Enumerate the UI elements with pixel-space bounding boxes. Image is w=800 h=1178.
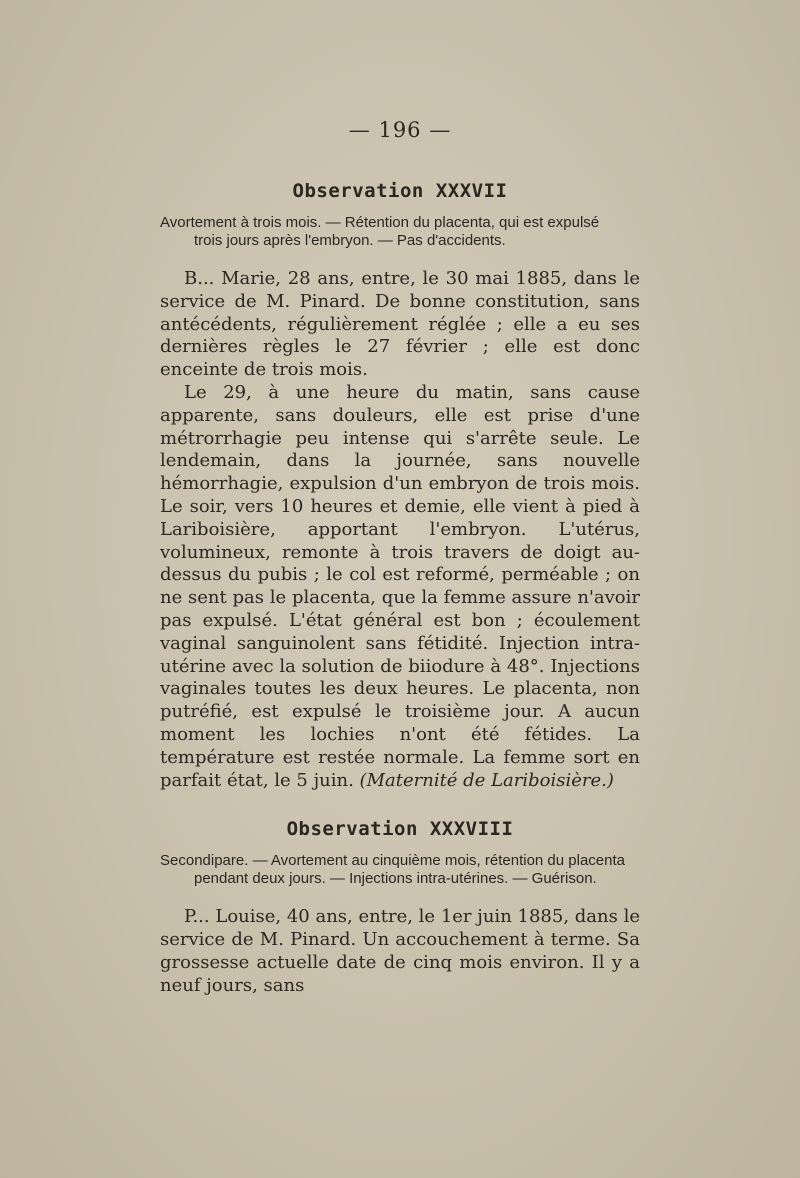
observation-title: Observation XXXVII (292, 180, 508, 202)
paragraph (160, 382, 640, 792)
page-content (160, 118, 640, 998)
summary-line: pendant deux jours. — Injections intra-utérines. — Guérison. (194, 870, 597, 888)
paragraph: B... Marie, 28 ans, entre, le 30 mai 1885, dans le service de M. Pinard. De bonne constitution, sans antécédents, régulièrement réglée ; elle a eu ses dernières règles le 27 février ; elle est donc enceinte de trois mois. (160, 268, 640, 381)
summary-line: trois jours après l'embryon. — Pas d'accidents. (194, 232, 506, 249)
paragraph-text: Le 29, à une heure du matin, sans cause apparente, sans douleurs, elle est prise d'une métrorrhagie peu intense qui s'arrête seule. Le lendemain, dans la journée, sans nouvelle hémorrhagie, expulsion d'un embryon de trois mois. Le soir, vers 10 heures et demie, elle vient à pied à Lariboisière, apportant l'embryon. L'utérus, volumineux, remonte à trois travers de doigt au-dessus du pubis ; le col est reformé, perméable ; on ne sent pas le placenta, que la femme assure n'avoir pas expulsé. L'état général est bon ; écoulement vaginal sanguinolent sans fétidité. Injection intra-utérine avec la solution de biiodure à 48°. Injections vaginales toutes les deux heures. Le placenta, non putréfié, est expulsé le troisième jour. A aucun moment les lochies n'ont été fétides. La température est restée normale. La femme sort en parfait état, le 5 juin. (160, 381, 640, 791)
source-citation: (Maternité de Lariboisière.) (359, 769, 614, 791)
summary-line: Secondipare. — Avortement au cinquième mois, rétention du placenta (160, 852, 625, 870)
observation-summary (160, 852, 640, 888)
page-number: — 196 — (348, 118, 452, 142)
paragraph: P... Louise, 40 ans, entre, le 1er juin 1885, dans le service de M. Pinard. Un accouchement à terme. Sa grossesse actuelle date de cinq mois environ. Il y a neuf jours, sans (160, 906, 640, 996)
section-gap (160, 792, 640, 818)
summary-line: Avortement à trois mois. — Rétention du placenta, qui est expulsé (160, 214, 600, 231)
observation-summary (160, 214, 640, 250)
observation-title: Observation XXXVIII (286, 818, 514, 841)
